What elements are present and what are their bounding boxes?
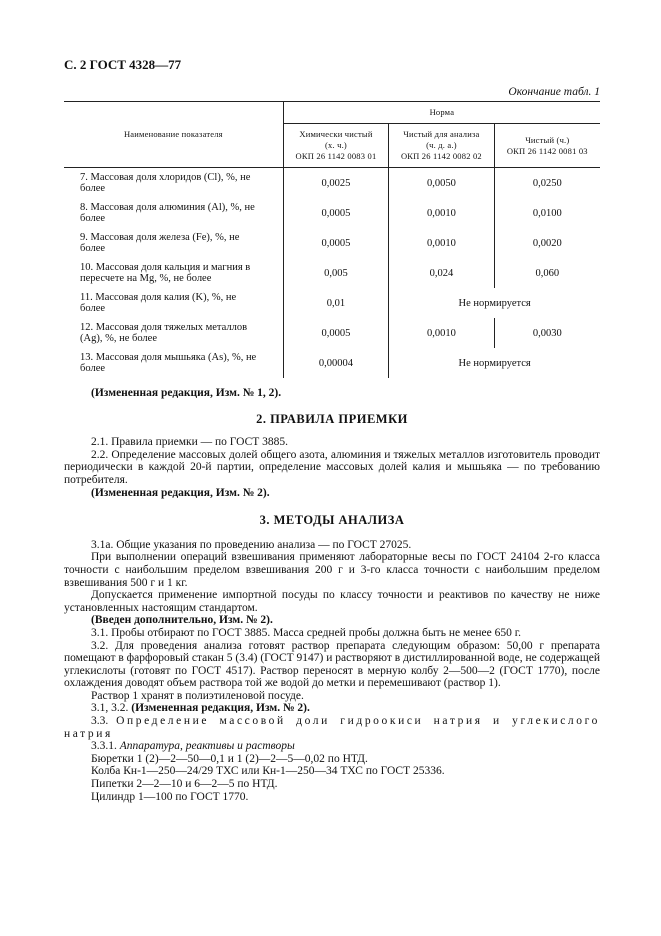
cell-value: 0,024 <box>389 258 494 288</box>
table-row <box>64 288 600 318</box>
list-item: Колба Кн-1—250—24/29 ТХС или Кн-1—250—34 ТХС по ГОСТ 25336. <box>91 765 445 778</box>
row-name: 8. Массовая доля алюминия (Al), %, не более <box>80 201 255 224</box>
cell-value: 0,0005 <box>283 198 388 228</box>
paragraph-3-1a-weighing: При выполнении операций взвешивания применяют лабораторные весы по ГОСТ 24104 2-го класса точности с наибольшим пределом взвешивания 200 г и 3-го класса точности с наибольшим пределом взвешивания 500 г и 1 кг. <box>64 551 600 589</box>
cell-value: 0,005 <box>283 258 388 288</box>
page-header: С. 2 ГОСТ 4328—77 <box>64 57 182 72</box>
document-body <box>64 387 600 803</box>
paragraph-3-2-storage: Раствор 1 хранят в полиэтиленовой посуде. <box>91 689 304 702</box>
table-continuation-note: Окончание табл. 1 <box>508 86 600 98</box>
paragraph-3-1: 3.1. Пробы отбирают по ГОСТ 3885. Масса средней пробы должна быть не менее 650 г. <box>91 626 521 639</box>
section-3-title: 3. МЕТОДЫ АНАЛИЗА <box>259 513 405 528</box>
table-row <box>64 198 600 228</box>
list-item: Цилиндр 1—100 по ГОСТ 1770. <box>91 790 249 803</box>
paragraph-2-1: 2.1. Правила приемки — по ГОСТ 3885. <box>91 436 289 449</box>
column-header-name: Наименование показателя <box>64 102 283 168</box>
column-header-grade-3: Чистый (ч.) ОКП 26 1142 0081 03 <box>494 124 600 168</box>
cell-value: 0,00004 <box>283 348 388 378</box>
paragraph-3-3: 3.3. Определение массовой доли гидроокиси натрия и углекислого натрия <box>64 715 601 740</box>
row-name: 12. Массовая доля тяжелых металлов (Ag), %, не более <box>80 321 248 344</box>
column-header-grade-2: Чистый для анализа (ч. д. а.) ОКП 26 1142 0082 02 <box>389 124 494 168</box>
cell-value-merged: Не нормируется <box>389 348 600 378</box>
cell-value: 0,0020 <box>494 228 600 258</box>
amendment-note: (Измененная редакция, Изм. № 2). <box>91 486 270 499</box>
list-item: Пипетки 2—2—10 и 6—2—5 по НТД. <box>91 778 278 791</box>
table-row <box>64 228 600 258</box>
paragraph-3-1a-imports: Допускается применение импортной посуды по классу точности и реактивов по качеству не ниже установленных настоящим стандартом. <box>64 589 600 614</box>
specification-table <box>64 101 600 378</box>
table-row <box>64 168 600 199</box>
cell-value: 0,0010 <box>389 198 494 228</box>
section-2-title: 2. ПРАВИЛА ПРИЕМКИ <box>256 411 408 426</box>
cell-value: 0,0100 <box>494 198 600 228</box>
paragraph-3-1-3-2-amendment: 3.1, 3.2. (Измененная редакция, Изм. № 2). <box>91 702 310 715</box>
paragraph-3-1a: 3.1а. Общие указания по проведению анализа — по ГОСТ 27025. <box>91 538 412 551</box>
column-header-grade-1: Химически чистый (х. ч.) ОКП 26 1142 0083 01 <box>283 124 388 168</box>
cell-value: 0,0005 <box>283 318 388 348</box>
cell-value: 0,0250 <box>494 168 600 199</box>
cell-value: 0,0025 <box>283 168 388 199</box>
cell-value: 0,0005 <box>283 228 388 258</box>
table-row <box>64 348 600 378</box>
paragraph-3-3-1: 3.3.1. Аппаратура, реактивы и растворы <box>91 740 295 753</box>
row-name: 11. Массовая доля калия (K), %, не более <box>80 291 237 314</box>
paragraph-2-2: 2.2. Определение массовых долей общего азота, алюминия и тяжелых металлов изготовитель проводит периодически в каждой 20-й партии, определение массовых долей калия и мышьяка — по требованию потребителя. <box>64 448 600 486</box>
table-row <box>64 258 600 288</box>
column-header-norm: Норма <box>283 102 600 124</box>
row-name: 10. Массовая доля кальция и магния в пересчете на Mg, %, не более <box>80 261 251 284</box>
amendment-note: (Измененная редакция, Изм. № 1, 2). <box>91 387 282 399</box>
row-name: 7. Массовая доля хлоридов (Cl), %, не более <box>80 171 251 194</box>
cell-value: 0,0030 <box>494 318 600 348</box>
list-item: Бюретки 1 (2)—2—50—0,1 и 1 (2)—2—5—0,02 по НТД. <box>91 752 368 765</box>
paragraph-3-2: 3.2. Для проведения анализа готовят раствор препарата следующим образом: 50,00 г препарата помещают в фарфоровый стакан 5 (3.4) (ГОСТ 9147) и растворяют в дистиллированной воде, не содержащей углекислоты (готовят по ГОСТ 4517). Раствор переносят в мерную колбу 2—500—2 (ГОСТ 1770), после охлаждения доводят объем раствора той же водой до метки и перемешивают (раствор 1). <box>64 639 600 690</box>
table-row <box>64 318 600 348</box>
row-name: 9. Массовая доля железа (Fe), %, не более <box>80 231 240 254</box>
cell-value: 0,0050 <box>389 168 494 199</box>
introduced-note: (Введен дополнительно, Изм. № 2). <box>91 614 273 627</box>
cell-value-merged: Не нормируется <box>389 288 600 318</box>
cell-value: 0,060 <box>494 258 600 288</box>
cell-value: 0,0010 <box>389 318 494 348</box>
cell-value: 0,0010 <box>389 228 494 258</box>
cell-value: 0,01 <box>283 288 388 318</box>
row-name: 13. Массовая доля мышьяка (As), %, не более <box>80 351 257 374</box>
